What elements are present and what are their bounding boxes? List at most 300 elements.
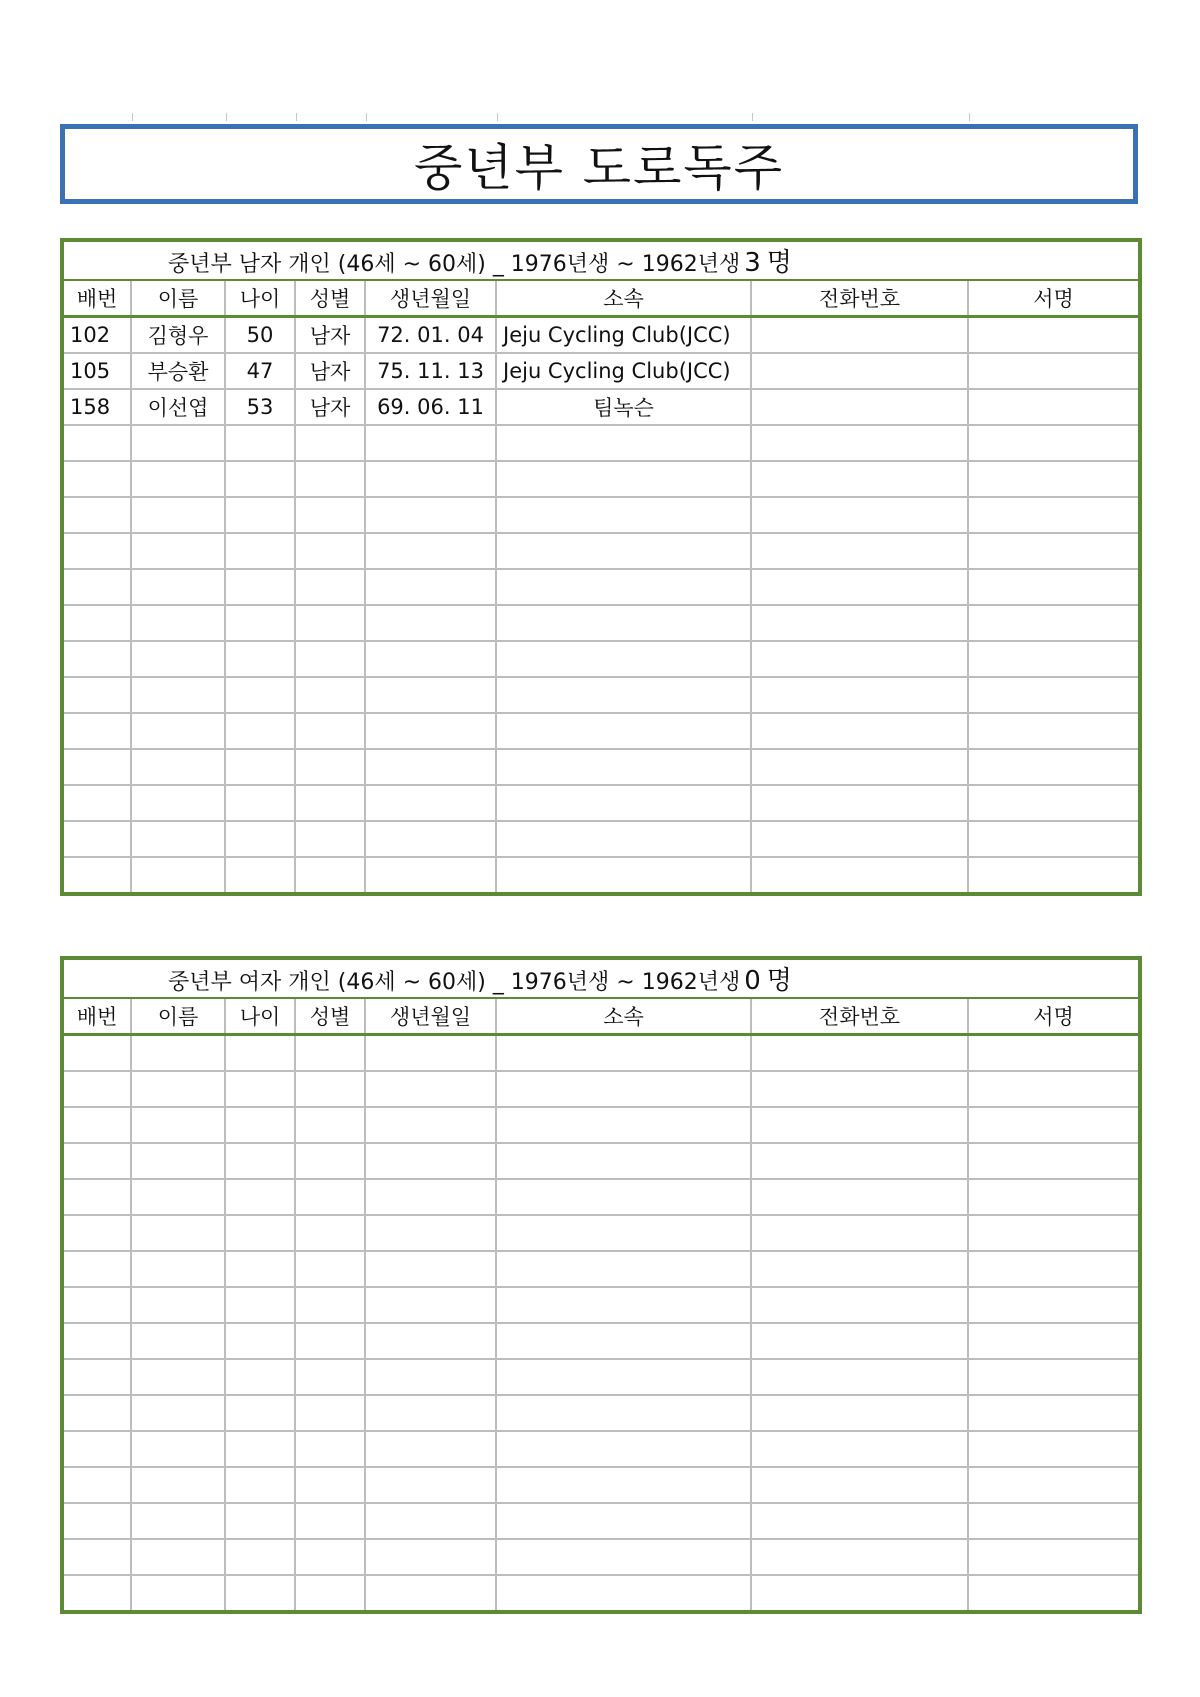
cell-name-blank: [131, 677, 225, 713]
header-sign: 서명: [968, 998, 1140, 1035]
men-caption-cell: [62, 240, 1140, 280]
cell-sign-blank: [968, 1503, 1140, 1539]
cell-dob-blank: [365, 1035, 496, 1072]
men-roster-body: [62, 240, 1140, 894]
cell-gender: 남자: [295, 353, 365, 389]
cell-age-blank: [225, 1359, 295, 1395]
cell-dob-blank: [365, 533, 496, 569]
cell-dob-blank: [365, 1251, 496, 1287]
cell-sign-blank: [968, 425, 1140, 461]
cell-dob-blank: [365, 1539, 496, 1575]
cell-bib-blank: [62, 1215, 131, 1251]
cell-bib-blank: [62, 1143, 131, 1179]
cell-gender-blank: [295, 1287, 365, 1323]
women-header-row: [62, 998, 1140, 1035]
cell-gender-blank: [295, 1395, 365, 1431]
cell-sign-blank: [968, 1467, 1140, 1503]
cell-team-blank: [496, 1071, 751, 1107]
cell-age-blank: [225, 569, 295, 605]
women-caption: 중년부 여자 개인 (46세 ~ 60세) _ 1976년생 ~ 1962년생: [168, 970, 741, 995]
cell-sign: [968, 353, 1140, 389]
cell-gender-blank: [295, 785, 365, 821]
cell-dob-blank: [365, 1287, 496, 1323]
cell-bib-blank: [62, 461, 131, 497]
table-row-blank: [62, 1323, 1140, 1359]
cell-sign-blank: [968, 1035, 1140, 1072]
cell-dob-blank: [365, 1431, 496, 1467]
header-phone: 전화번호: [751, 998, 968, 1035]
cell-bib-blank: [62, 1071, 131, 1107]
cell-name-blank: [131, 641, 225, 677]
header-age: 나이: [225, 998, 295, 1035]
cell-phone-blank: [751, 641, 968, 677]
cell-bib-blank: [62, 533, 131, 569]
cell-name-blank: [131, 1395, 225, 1431]
cell-team-blank: [496, 605, 751, 641]
cell-bib: 158: [62, 389, 131, 425]
cell-phone-blank: [751, 1431, 968, 1467]
cell-gender-blank: [295, 749, 365, 785]
cell-name-blank: [131, 1359, 225, 1395]
cell-gender-blank: [295, 1467, 365, 1503]
title-box: [60, 124, 1138, 204]
cell-name-blank: [131, 1323, 225, 1359]
cell-dob-blank: [365, 425, 496, 461]
cell-dob: 72. 01. 04: [365, 317, 496, 354]
table-row-blank: [62, 1359, 1140, 1395]
cell-sign-blank: [968, 1215, 1140, 1251]
cell-dob-blank: [365, 749, 496, 785]
cell-team-blank: [496, 1539, 751, 1575]
cell-name-blank: [131, 1431, 225, 1467]
cell-sign-blank: [968, 569, 1140, 605]
cell-bib-blank: [62, 785, 131, 821]
table-row-blank: [62, 1431, 1140, 1467]
cell-age-blank: [225, 1503, 295, 1539]
cell-team: Jeju Cycling Club(JCC): [496, 317, 751, 354]
cell-gender-blank: [295, 641, 365, 677]
cell-bib-blank: [62, 1503, 131, 1539]
cell-team-blank: [496, 749, 751, 785]
cell-phone-blank: [751, 1215, 968, 1251]
cell-bib-blank: [62, 1179, 131, 1215]
header-age: 나이: [225, 280, 295, 317]
header-gender: 성별: [295, 998, 365, 1035]
cell-phone-blank: [751, 1539, 968, 1575]
cell-age-blank: [225, 1143, 295, 1179]
cell-gender-blank: [295, 713, 365, 749]
cell-dob-blank: [365, 785, 496, 821]
cell-sign-blank: [968, 1359, 1140, 1395]
women-count: 0: [744, 966, 761, 996]
cell-team-blank: [496, 1431, 751, 1467]
cell-age-blank: [225, 1467, 295, 1503]
cell-age-blank: [225, 821, 295, 857]
cell-sign-blank: [968, 1071, 1140, 1107]
table-row-blank: [62, 1287, 1140, 1323]
cell-phone-blank: [751, 497, 968, 533]
cell-name-blank: [131, 497, 225, 533]
cell-phone-blank: [751, 1287, 968, 1323]
cell-team-blank: [496, 1179, 751, 1215]
table-row-blank: [62, 533, 1140, 569]
cell-name-blank: [131, 1575, 225, 1612]
cell-bib: 102: [62, 317, 131, 354]
cell-gender-blank: [295, 569, 365, 605]
cell-age-blank: [225, 533, 295, 569]
table-row-blank: [62, 1395, 1140, 1431]
table-row-blank: [62, 1467, 1140, 1503]
cell-name: 이선엽: [131, 389, 225, 425]
page-title: 중년부 도로독주: [414, 139, 784, 197]
cell-dob-blank: [365, 1071, 496, 1107]
cell-phone: [751, 317, 968, 354]
cell-dob-blank: [365, 1575, 496, 1612]
table-row: [62, 353, 1140, 389]
women-count-unit: 명: [766, 966, 792, 996]
table-row-blank: [62, 1107, 1140, 1143]
header-name: 이름: [131, 280, 225, 317]
cell-dob-blank: [365, 1359, 496, 1395]
cell-phone-blank: [751, 821, 968, 857]
cell-age-blank: [225, 605, 295, 641]
cell-sign-blank: [968, 785, 1140, 821]
women-caption-row: [62, 958, 1140, 998]
table-row-blank: [62, 1539, 1140, 1575]
cell-sign-blank: [968, 749, 1140, 785]
table-row-blank: [62, 1575, 1140, 1612]
cell-dob-blank: [365, 821, 496, 857]
cell-dob-blank: [365, 605, 496, 641]
cell-phone-blank: [751, 1359, 968, 1395]
cell-phone-blank: [751, 1107, 968, 1143]
header-gender: 성별: [295, 280, 365, 317]
cell-sign-blank: [968, 1107, 1140, 1143]
women-section: [60, 956, 1138, 1614]
cell-name: 김형우: [131, 317, 225, 354]
cell-sign-blank: [968, 1395, 1140, 1431]
cell-phone-blank: [751, 533, 968, 569]
cell-gender-blank: [295, 677, 365, 713]
cell-team-blank: [496, 461, 751, 497]
cell-sign-blank: [968, 461, 1140, 497]
cell-dob-blank: [365, 857, 496, 894]
cell-age-blank: [225, 785, 295, 821]
cell-age-blank: [225, 1395, 295, 1431]
header-dob: 생년월일: [365, 280, 496, 317]
cell-age-blank: [225, 425, 295, 461]
cell-name-blank: [131, 713, 225, 749]
cell-bib-blank: [62, 1107, 131, 1143]
table-row-blank: [62, 569, 1140, 605]
cell-age: 47: [225, 353, 295, 389]
cell-age-blank: [225, 1251, 295, 1287]
table-row-blank: [62, 641, 1140, 677]
cell-phone-blank: [751, 1035, 968, 1072]
cell-name-blank: [131, 749, 225, 785]
cell-team-blank: [496, 1323, 751, 1359]
cell-dob-blank: [365, 1323, 496, 1359]
cell-age: 53: [225, 389, 295, 425]
cell-sign-blank: [968, 1323, 1140, 1359]
cell-bib-blank: [62, 1395, 131, 1431]
cell-phone-blank: [751, 1251, 968, 1287]
cell-sign-blank: [968, 1179, 1140, 1215]
cell-bib-blank: [62, 1251, 131, 1287]
table-row-blank: [62, 857, 1140, 894]
cell-phone: [751, 353, 968, 389]
cell-name-blank: [131, 857, 225, 894]
cell-phone-blank: [751, 749, 968, 785]
cell-age-blank: [225, 713, 295, 749]
cell-name: 부승환: [131, 353, 225, 389]
table-row-blank: [62, 1143, 1140, 1179]
cell-phone-blank: [751, 677, 968, 713]
cell-phone-blank: [751, 785, 968, 821]
cell-gender-blank: [295, 1071, 365, 1107]
cell-dob-blank: [365, 497, 496, 533]
cell-team-blank: [496, 785, 751, 821]
cell-age-blank: [225, 1107, 295, 1143]
cell-gender-blank: [295, 425, 365, 461]
cell-bib-blank: [62, 1467, 131, 1503]
cell-name-blank: [131, 785, 225, 821]
cell-phone-blank: [751, 461, 968, 497]
cell-bib-blank: [62, 1287, 131, 1323]
cell-name-blank: [131, 533, 225, 569]
cell-name-blank: [131, 425, 225, 461]
cell-name-blank: [131, 1107, 225, 1143]
cell-age-blank: [225, 857, 295, 894]
cell-dob-blank: [365, 677, 496, 713]
cell-team-blank: [496, 425, 751, 461]
cell-sign-blank: [968, 1287, 1140, 1323]
cell-bib-blank: [62, 1035, 131, 1072]
cell-name-blank: [131, 1215, 225, 1251]
header-team: 소속: [496, 280, 751, 317]
table-row: [62, 389, 1140, 425]
cell-sign-blank: [968, 677, 1140, 713]
men-caption: 중년부 남자 개인 (46세 ~ 60세) _ 1976년생 ~ 1962년생: [168, 252, 741, 277]
cell-phone-blank: [751, 1503, 968, 1539]
cell-sign-blank: [968, 713, 1140, 749]
cell-team-blank: [496, 1359, 751, 1395]
cell-bib-blank: [62, 1539, 131, 1575]
cell-gender-blank: [295, 1431, 365, 1467]
cell-bib-blank: [62, 425, 131, 461]
cell-name-blank: [131, 1035, 225, 1072]
cell-sign-blank: [968, 1251, 1140, 1287]
table-row-blank: [62, 785, 1140, 821]
cell-sign-blank: [968, 1431, 1140, 1467]
cell-gender-blank: [295, 1503, 365, 1539]
cell-bib-blank: [62, 749, 131, 785]
cell-name-blank: [131, 1071, 225, 1107]
cell-phone-blank: [751, 1071, 968, 1107]
men-count-unit: 명: [766, 248, 792, 278]
cell-gender-blank: [295, 1323, 365, 1359]
cell-name-blank: [131, 821, 225, 857]
cell-bib-blank: [62, 713, 131, 749]
header-name: 이름: [131, 998, 225, 1035]
header-bib: 배번: [62, 280, 131, 317]
cell-age-blank: [225, 1431, 295, 1467]
cell-gender-blank: [295, 1107, 365, 1143]
table-row-blank: [62, 1503, 1140, 1539]
cell-gender-blank: [295, 605, 365, 641]
table-row-blank: [62, 749, 1140, 785]
cell-dob-blank: [365, 1143, 496, 1179]
cell-phone: [751, 389, 968, 425]
cell-bib-blank: [62, 1575, 131, 1612]
cell-phone-blank: [751, 857, 968, 894]
cell-age-blank: [225, 1323, 295, 1359]
cell-sign-blank: [968, 641, 1140, 677]
cell-bib: 105: [62, 353, 131, 389]
table-row-blank: [62, 605, 1140, 641]
cell-age-blank: [225, 1035, 295, 1072]
cell-gender-blank: [295, 857, 365, 894]
men-roster-table: [60, 238, 1142, 896]
cell-gender-blank: [295, 1251, 365, 1287]
cell-bib-blank: [62, 1323, 131, 1359]
table-row-blank: [62, 713, 1140, 749]
cell-dob-blank: [365, 713, 496, 749]
cell-team-blank: [496, 533, 751, 569]
men-section: [60, 238, 1138, 896]
cell-dob-blank: [365, 461, 496, 497]
cell-gender: 남자: [295, 317, 365, 354]
cell-gender: 남자: [295, 389, 365, 425]
cell-team-blank: [496, 497, 751, 533]
cell-gender-blank: [295, 497, 365, 533]
men-count: 3: [744, 248, 761, 278]
cell-team: 팀녹슨: [496, 389, 751, 425]
cell-name-blank: [131, 1539, 225, 1575]
table-row-blank: [62, 1071, 1140, 1107]
cell-sign-blank: [968, 857, 1140, 894]
cell-age-blank: [225, 749, 295, 785]
header-bib: 배번: [62, 998, 131, 1035]
cell-sign-blank: [968, 605, 1140, 641]
cell-team-blank: [496, 569, 751, 605]
cell-bib-blank: [62, 605, 131, 641]
cell-name-blank: [131, 569, 225, 605]
cell-age-blank: [225, 641, 295, 677]
cell-team: Jeju Cycling Club(JCC): [496, 353, 751, 389]
men-caption-row: [62, 240, 1140, 280]
cell-team-blank: [496, 1107, 751, 1143]
cell-phone-blank: [751, 425, 968, 461]
cell-age-blank: [225, 1179, 295, 1215]
table-row: [62, 317, 1140, 354]
cell-dob-blank: [365, 1107, 496, 1143]
cell-age: 50: [225, 317, 295, 354]
table-row-blank: [62, 1179, 1140, 1215]
cell-gender-blank: [295, 1179, 365, 1215]
header-sign: 서명: [968, 280, 1140, 317]
header-phone: 전화번호: [751, 280, 968, 317]
cell-dob-blank: [365, 1467, 496, 1503]
cell-age-blank: [225, 461, 295, 497]
table-row-blank: [62, 1035, 1140, 1072]
table-row-blank: [62, 821, 1140, 857]
table-row-blank: [62, 497, 1140, 533]
cell-gender-blank: [295, 1359, 365, 1395]
cell-dob-blank: [365, 1215, 496, 1251]
cell-team-blank: [496, 1143, 751, 1179]
cell-gender-blank: [295, 1143, 365, 1179]
cell-team-blank: [496, 677, 751, 713]
cell-name-blank: [131, 1179, 225, 1215]
cell-name-blank: [131, 1251, 225, 1287]
header-dob: 생년월일: [365, 998, 496, 1035]
cell-team-blank: [496, 1467, 751, 1503]
cell-name-blank: [131, 1287, 225, 1323]
cell-gender-blank: [295, 1539, 365, 1575]
cell-bib-blank: [62, 1359, 131, 1395]
cell-dob-blank: [365, 1503, 496, 1539]
cell-sign: [968, 317, 1140, 354]
cell-phone-blank: [751, 713, 968, 749]
cell-name-blank: [131, 1467, 225, 1503]
cell-team-blank: [496, 1035, 751, 1072]
cell-age-blank: [225, 497, 295, 533]
cell-sign-blank: [968, 1539, 1140, 1575]
cell-sign-blank: [968, 497, 1140, 533]
cell-gender-blank: [295, 533, 365, 569]
cell-team-blank: [496, 1215, 751, 1251]
cell-bib-blank: [62, 497, 131, 533]
cell-name-blank: [131, 1143, 225, 1179]
cell-phone-blank: [751, 1143, 968, 1179]
cell-sign-blank: [968, 1575, 1140, 1612]
cell-team-blank: [496, 821, 751, 857]
cell-phone-blank: [751, 1179, 968, 1215]
cell-gender-blank: [295, 1575, 365, 1612]
cell-bib-blank: [62, 857, 131, 894]
cell-team-blank: [496, 1251, 751, 1287]
cell-phone-blank: [751, 1575, 968, 1612]
cell-name-blank: [131, 605, 225, 641]
cell-phone-blank: [751, 1395, 968, 1431]
cell-phone-blank: [751, 569, 968, 605]
cell-gender-blank: [295, 1215, 365, 1251]
cell-dob-blank: [365, 1179, 496, 1215]
cell-bib-blank: [62, 1431, 131, 1467]
cell-bib-blank: [62, 677, 131, 713]
cell-dob-blank: [365, 1395, 496, 1431]
cell-sign-blank: [968, 821, 1140, 857]
cell-team-blank: [496, 1575, 751, 1612]
cell-age-blank: [225, 1071, 295, 1107]
cell-age-blank: [225, 1215, 295, 1251]
column-guide-ticks: [60, 113, 1138, 123]
cell-dob-blank: [365, 569, 496, 605]
cell-age-blank: [225, 1287, 295, 1323]
table-row-blank: [62, 425, 1140, 461]
cell-gender-blank: [295, 821, 365, 857]
men-header-row: [62, 280, 1140, 317]
cell-bib-blank: [62, 821, 131, 857]
table-row-blank: [62, 461, 1140, 497]
women-roster-table: [60, 956, 1142, 1614]
cell-bib-blank: [62, 641, 131, 677]
cell-team-blank: [496, 641, 751, 677]
cell-gender-blank: [295, 1035, 365, 1072]
cell-gender-blank: [295, 461, 365, 497]
cell-phone-blank: [751, 1323, 968, 1359]
